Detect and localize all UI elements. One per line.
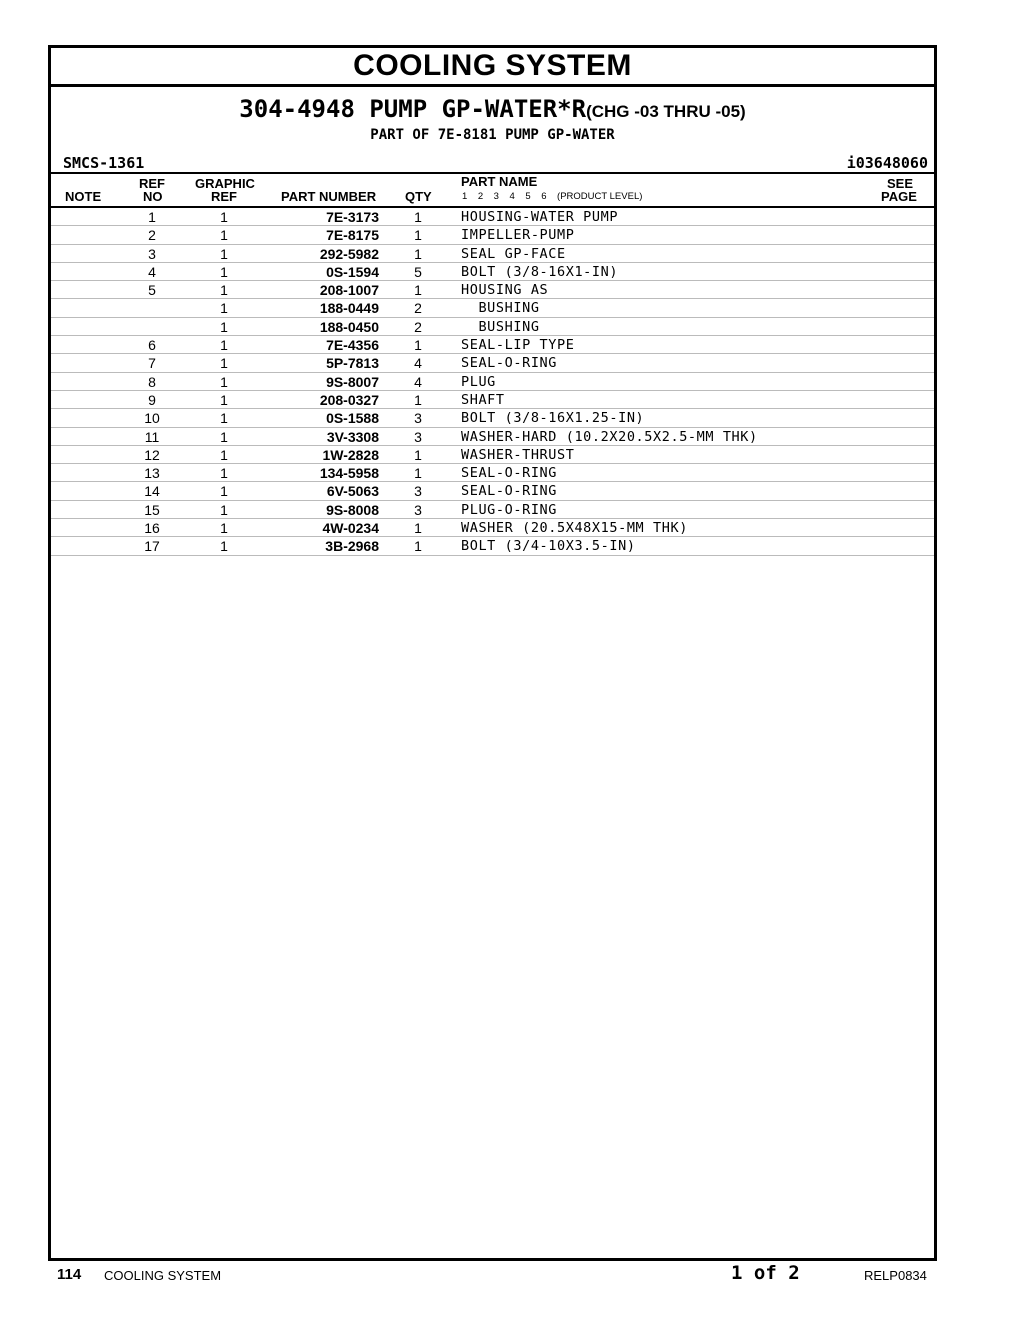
part-name: PLUG-O-RING — [461, 501, 558, 518]
part-number: 0S-1588 — [326, 410, 379, 427]
quantity: 4 — [414, 355, 422, 372]
table-row — [51, 464, 934, 482]
ref-no: 17 — [144, 538, 160, 555]
graphic-ref: 1 — [220, 282, 228, 299]
section-title: COOLING SYSTEM — [51, 48, 934, 87]
footer-section: COOLING SYSTEM — [104, 1268, 222, 1283]
quantity: 1 — [414, 446, 422, 463]
quantity: 3 — [414, 501, 422, 518]
quantity: 5 — [414, 263, 422, 280]
graphic-ref: 1 — [220, 209, 228, 225]
part-name: SHAFT — [461, 391, 505, 408]
serial-range: (CHG -03 THRU -05) — [586, 102, 746, 121]
ref-no: 11 — [144, 428, 160, 445]
part-number: 292-5982 — [319, 245, 379, 262]
ref-no: 12 — [144, 446, 160, 463]
part-name: IMPELLER-PUMP — [461, 227, 575, 244]
table-row — [51, 373, 934, 391]
table-row — [51, 501, 934, 519]
ref-no: 5 — [148, 282, 156, 299]
col-ref-top: REF — [139, 176, 165, 191]
table-row — [51, 446, 934, 464]
quantity: 1 — [414, 520, 422, 537]
table-row — [51, 482, 934, 500]
part-number: 188-0450 — [319, 318, 379, 335]
graphic-ref: 1 — [220, 538, 228, 555]
table-row — [51, 537, 934, 555]
graphic-ref: 1 — [220, 318, 228, 335]
page-footer — [0, 1262, 1020, 1292]
table-row — [51, 263, 934, 281]
group-title-text: 304-4948 PUMP GP-WATER*R — [239, 95, 587, 123]
illustration-id: i03648060 — [846, 154, 928, 172]
quantity: 4 — [414, 373, 422, 390]
table-row — [51, 428, 934, 446]
graphic-ref: 1 — [220, 410, 228, 427]
part-number: 6V-5063 — [326, 483, 379, 500]
ref-no: 9 — [148, 391, 156, 408]
part-name: WASHER (20.5X48X15-MM THK) — [461, 520, 688, 537]
ref-no: 3 — [148, 245, 156, 262]
quantity: 3 — [414, 428, 422, 445]
graphic-ref: 1 — [220, 245, 228, 262]
part-name: SEAL-O-RING — [461, 465, 558, 482]
part-name: SEAL GP-FACE — [461, 245, 566, 262]
quantity: 3 — [414, 483, 422, 500]
table-row — [51, 519, 934, 537]
ref-no: 14 — [144, 483, 160, 500]
part-name: HOUSING AS — [461, 282, 549, 299]
graphic-ref: 1 — [220, 501, 228, 518]
part-number: 208-0327 — [319, 391, 379, 408]
ref-no: 15 — [144, 501, 160, 518]
quantity: 1 — [414, 282, 422, 299]
ref-no: 16 — [144, 520, 160, 537]
col-part-name: PART NAME — [461, 174, 538, 189]
part-number: 0S-1594 — [326, 263, 379, 280]
part-of-line: PART OF 7E-8181 PUMP GP-WATER — [370, 127, 615, 143]
part-number: 3V-3308 — [326, 428, 379, 445]
quantity: 3 — [414, 410, 422, 427]
col-ref-bottom: NO — [143, 189, 163, 204]
col-product-level: 1 2 3 4 5 6 (PRODUCT LEVEL) — [462, 191, 643, 202]
part-name: BOLT (3/4-10X3.5-IN) — [461, 538, 636, 555]
part-name: BOLT (3/8-16X1-IN) — [461, 263, 619, 280]
graphic-ref: 1 — [220, 263, 228, 280]
quantity: 1 — [414, 337, 422, 354]
quantity: 1 — [414, 227, 422, 244]
graphic-ref: 1 — [220, 373, 228, 390]
quantity: 2 — [414, 318, 422, 335]
part-number: 188-0449 — [319, 300, 379, 317]
graphic-ref: 1 — [220, 446, 228, 463]
col-note: NOTE — [65, 189, 102, 204]
col-graphic-top: GRAPHIC — [195, 176, 255, 191]
col-see-bottom: PAGE — [881, 189, 917, 204]
part-number: 9S-8008 — [326, 501, 379, 518]
col-part-number: PART NUMBER — [281, 189, 377, 204]
part-number: 208-1007 — [319, 282, 379, 299]
graphic-ref: 1 — [220, 483, 228, 500]
quantity: 2 — [414, 300, 422, 317]
smcs-code: SMCS-1361 — [63, 154, 145, 172]
part-name: HOUSING-WATER PUMP — [461, 209, 619, 225]
table-row — [51, 208, 934, 226]
ref-no: 7 — [148, 355, 156, 372]
part-number: 5P-7813 — [326, 355, 379, 372]
part-number: 1W-2828 — [322, 446, 379, 463]
page-frame — [48, 45, 937, 1261]
table-row — [51, 226, 934, 244]
page-number: 114 — [57, 1266, 82, 1283]
table-row — [51, 299, 934, 317]
part-name: SEAL-O-RING — [461, 483, 558, 500]
parts-table — [51, 172, 934, 556]
table-row — [51, 354, 934, 372]
ref-no: 4 — [148, 263, 156, 280]
graphic-ref: 1 — [220, 520, 228, 537]
part-name: BUSHING — [461, 318, 540, 335]
part-number: 7E-8175 — [326, 227, 379, 244]
graphic-ref: 1 — [220, 428, 228, 445]
table-row — [51, 391, 934, 409]
quantity: 1 — [414, 465, 422, 482]
part-number: 134-5958 — [319, 465, 379, 482]
quantity: 1 — [414, 391, 422, 408]
table-row — [51, 318, 934, 336]
part-number: 4W-0234 — [322, 520, 379, 537]
table-row — [51, 245, 934, 263]
ref-no: 10 — [144, 410, 160, 427]
ref-no: 13 — [144, 465, 160, 482]
graphic-ref: 1 — [220, 391, 228, 408]
part-name: WASHER-THRUST — [461, 446, 575, 463]
part-number: 9S-8007 — [326, 373, 379, 390]
group-title — [51, 95, 934, 126]
part-number: 7E-4356 — [326, 337, 379, 354]
ref-no: 1 — [148, 209, 156, 225]
doc-code: RELP0834 — [864, 1268, 927, 1283]
part-name: SEAL-LIP TYPE — [461, 337, 575, 354]
page-of: 1 of 2 — [731, 1262, 800, 1284]
quantity: 1 — [414, 245, 422, 262]
col-qty: QTY — [405, 189, 432, 204]
part-name: SEAL-O-RING — [461, 355, 558, 372]
ref-no: 6 — [148, 337, 156, 354]
graphic-ref: 1 — [220, 227, 228, 244]
table-header — [51, 172, 934, 208]
col-see-top: SEE — [887, 176, 914, 191]
graphic-ref: 1 — [220, 465, 228, 482]
table-row — [51, 409, 934, 427]
part-number: 7E-3173 — [326, 209, 379, 225]
ref-no: 2 — [148, 227, 156, 244]
ref-no: 8 — [148, 373, 156, 390]
table-row — [51, 336, 934, 354]
graphic-ref: 1 — [220, 337, 228, 354]
part-number: 3B-2968 — [325, 538, 379, 555]
part-name: BOLT (3/8-16X1.25-IN) — [461, 410, 645, 427]
part-name: BUSHING — [461, 300, 540, 317]
quantity: 1 — [414, 538, 422, 555]
graphic-ref: 1 — [220, 300, 228, 317]
col-graphic-bottom: REF — [211, 189, 237, 204]
table-body — [51, 208, 934, 556]
graphic-ref: 1 — [220, 355, 228, 372]
quantity: 1 — [414, 209, 422, 225]
part-name: PLUG — [461, 373, 496, 390]
table-row — [51, 281, 934, 299]
part-name: WASHER-HARD (10.2X20.5X2.5-MM THK) — [461, 428, 758, 445]
